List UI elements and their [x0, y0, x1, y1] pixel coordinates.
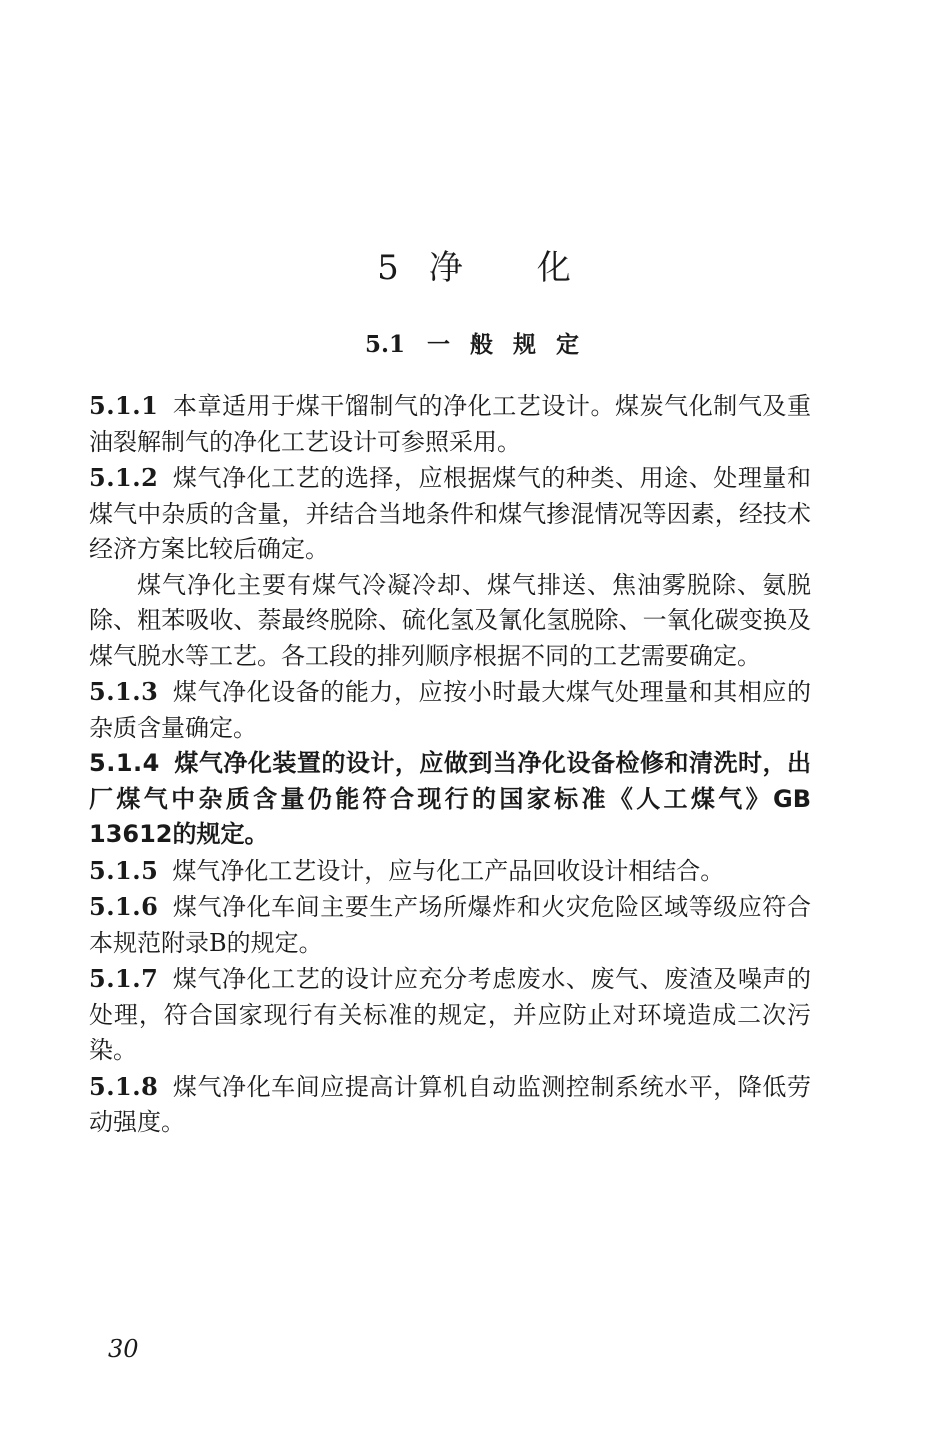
clause-number: 5.1.7 [89, 964, 159, 993]
chapter-title-word-1: 净 [428, 248, 465, 288]
chapter-title [0, 246, 950, 290]
clause-5-1-3 [89, 674, 811, 746]
section-number: 5.1 [364, 331, 405, 358]
clause-5-1-6 [89, 889, 811, 961]
clause-number: 5.1.4 [89, 749, 160, 777]
clause-text: 本章适用于煤干馏制气的净化工艺设计。煤炭气化制气及重油裂解制气的净化工艺设计可参照采用。 [89, 392, 811, 456]
clause-5-1-7 [89, 961, 811, 1069]
clause-text: 煤气净化工艺的选择，应根据煤气的种类、用途、处理量和煤气中杂质的含量，并结合当地条件和煤气掺混情况等因素，经技术经济方案比较后确定。 [89, 464, 811, 563]
page-number: 30 [108, 1335, 139, 1363]
clause-number: 5.1.8 [89, 1071, 159, 1101]
section-title-text: 一 般 规 定 [426, 332, 586, 358]
clause-number: 5.1.1 [89, 391, 159, 420]
clause-text: 煤气净化车间主要生产场所爆炸和火灾危险区域等级应符合本规范附录B的规定。 [89, 893, 811, 957]
clause-number: 5.1.6 [89, 892, 159, 921]
clause-text: 煤气净化工艺的设计应充分考虑废水、废气、废渣及噪声的处理，符合国家现行有关标准的规定，并应防止对环境造成二次污染。 [89, 965, 811, 1064]
clause-text: 煤气净化主要有煤气冷凝冷却、煤气排送、焦油雾脱除、氨脱除、粗苯吸收、萘最终脱除、硫化氢及氰化氢脱除、一氧化碳变换及煤气脱水等工艺。各工段的排列顺序根据不同的工艺需要确定。 [89, 570, 811, 670]
clause-text: 煤气净化车间应提高计算机自动监测控制系统水平，降低劳动强度。 [89, 1072, 811, 1136]
clause-number: 5.1.5 [89, 855, 159, 885]
clause-5-1-4 [89, 746, 811, 853]
chapter-number: 5 [377, 248, 401, 288]
clause-text: 煤气净化设备的能力，应按小时最大煤气处理量和其相应的杂质含量确定。 [89, 678, 811, 742]
clause-text: 煤气净化工艺设计，应与化工产品回收设计相结合。 [172, 856, 725, 885]
clause-5-1-5 [89, 853, 811, 890]
clause-5-1-1 [89, 388, 811, 460]
clause-5-1-2 [89, 460, 811, 568]
clause-5-1-8 [89, 1069, 811, 1141]
clause-number: 5.1.2 [89, 463, 159, 492]
clause-text: 煤气净化装置的设计，应做到当净化设备检修和清洗时，出厂煤气中杂质含量仍能符合现行的国家标准《人工煤气》GB 13612的规定。 [89, 749, 811, 848]
body-text [89, 388, 811, 1141]
clause-number: 5.1.3 [89, 677, 159, 706]
section-title [0, 330, 950, 360]
clause-5-1-2-paragraph-2 [89, 568, 811, 675]
chapter-title-word-2: 化 [536, 248, 573, 288]
